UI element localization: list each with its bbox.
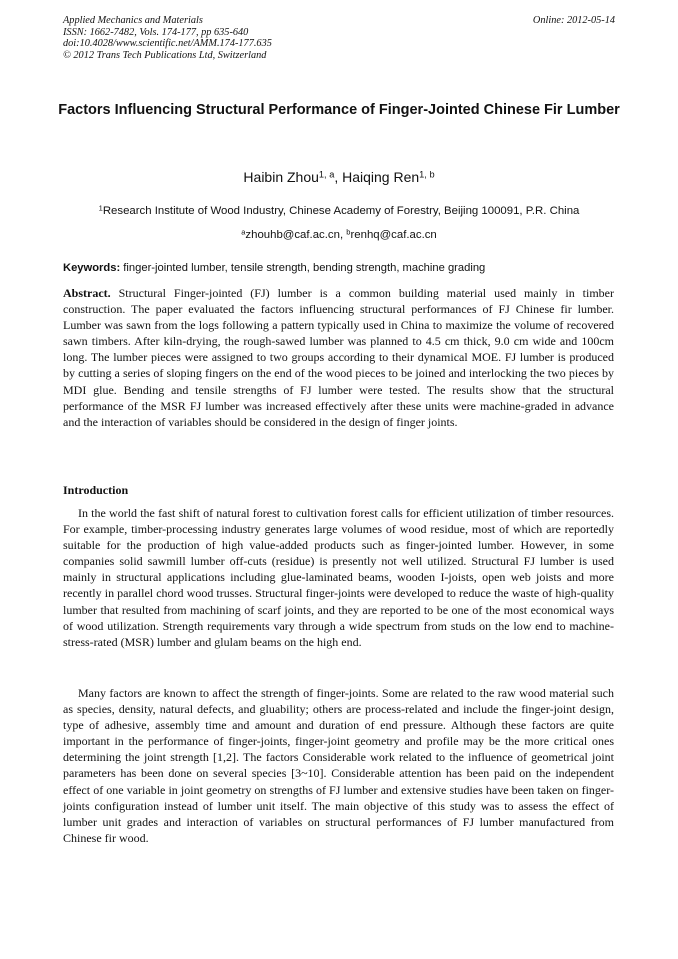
email-superscript: b	[346, 227, 351, 237]
email-address[interactable]: zhouhb@caf.ac.cn	[245, 229, 340, 241]
author-superscript: 1, a	[318, 169, 335, 180]
author-separator: ,	[334, 169, 343, 185]
journal-name: Applied Mechanics and Materials	[63, 15, 203, 26]
email-list	[0, 228, 678, 242]
keywords-text: finger-jointed lumber, tensile strength, bending strength, machine grading	[120, 262, 486, 274]
copyright-line: © 2012 Trans Tech Publications Ltd, Switzerland	[63, 49, 267, 61]
affiliation	[0, 204, 678, 218]
affiliation-superscript: 1	[98, 203, 103, 213]
abstract-text: Structural Finger-jointed (FJ) lumber is a common building material used mainly in timber construction. The paper evaluated the factors influencing structural performances of FJ Chinese fir lumber. Lumber was sawn from the logs following a pattern typically used in China to maximize the volume of recovered sawn timbers. After kiln-drying, the rough-sawed lumber was planned to 4.5 cm thick, 9.0 cm wide and 100cm long. The lumber pieces were assigned to two groups according to their dynamical MOE. FJ lumber is produced by cutting a series of sloping fingers on the end of the wood pieces to be joined and interlocking the two pieces by MDI glue. Bending and tensile strengths of FJ lumber were tested. The results show that the structural performance of the MSR FJ lumber was increased effectively after these units were machine-graded in advance and the interaction of variables should be considered in the design of finger joints.	[63, 286, 614, 429]
email-address[interactable]: renhq@caf.ac.cn	[350, 229, 437, 241]
paper-title: Factors Influencing Structural Performance of Finger-Jointed Chinese Fir Lumber	[58, 102, 620, 118]
doi-line[interactable]: doi:10.4028/www.scientific.net/AMM.174-177.635	[63, 38, 272, 50]
email-separator: ,	[339, 229, 347, 241]
body-paragraph: In the world the fast shift of natural forest to cultivation forest calls for efficient utilization of timber resources. For example, timber-processing industry generates large volumes of wood residue, most of which are reportedly suitable for the production of high value-added products such as finger-jointed lumber. However, in some companies solid sawmill lumber off-cuts (residue) is presently not well utilized. Structural FJ lumber is used mainly in structural applications including glue-laminated beams, wooden I-joists, open web joists and more recently in parallel chord wood trusses. Structural finger-joints were developed to reduce the waste of high-quality lumber that resulted from machining of scarf joints, and they are reported to be one of the most economical ways of wood utilization. Strength requirements vary through a wide spectrum from studs on the low end to machine-stress-rated (MSR) lumber and glulam beams on the high end.	[63, 506, 614, 649]
author-name: Haibin Zhou	[243, 169, 319, 185]
online-date: Online: 2012-05-14	[532, 15, 615, 26]
author-superscript: 1, b	[419, 169, 435, 180]
abstract	[63, 285, 614, 430]
author-name: Haiqing Ren	[342, 169, 420, 185]
body-paragraph: Many factors are known to affect the strength of finger-joints. Some are related to the raw wood material such as species, density, natural defects, and gluability; others are process-related and include the finger-joint design, type of adhesive, assembly time and amount and duration of end pressure. Although these factors are quite important in the performance of finger-joints, finger-joint geometry and profile may be the more critical ones determining the joint strength [1,2]. The factors Considerable work related to the influence of geometrical joint parameters has been done on several species [3~10]. Considerable attention has been paid on the independent effect of one variable in joint geometry on strengths of FJ lumber and extensive studies have been taken on finger-joints configuration instead of lumber unit itself. The main objective of this study was to assess the effect of lumber unit grades and interaction of variables on structural performances of FJ lumber manufactured from Chinese fir wood.	[63, 686, 614, 845]
author-list	[0, 169, 678, 186]
keywords	[63, 261, 615, 275]
section-heading-introduction: Introduction	[63, 483, 129, 497]
abstract-label: Abstract.	[63, 286, 111, 300]
email-superscript: a	[241, 227, 246, 237]
journal-header	[63, 15, 483, 61]
keywords-label: Keywords:	[63, 262, 121, 274]
affiliation-text: Research Institute of Wood Industry, Chinese Academy of Forestry, Beijing 100091, P.R. China	[102, 205, 580, 217]
issn-line: ISSN: 1662-7482, Vols. 174-177, pp 635-640	[63, 26, 249, 38]
